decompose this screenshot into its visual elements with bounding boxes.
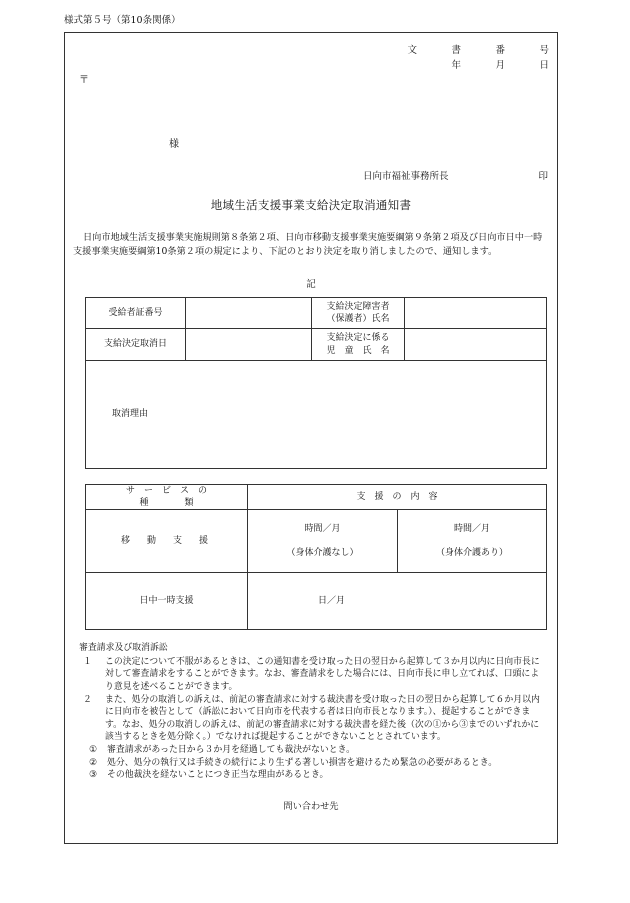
recipient-number-field[interactable]: [186, 298, 312, 329]
date-year: 年: [451, 60, 461, 71]
date-label: [417, 60, 549, 71]
form-label: 様式第５号（第10条関係）: [64, 15, 181, 26]
appeal-note-number: ２: [83, 694, 92, 705]
appeal-sub-number: ③: [89, 770, 97, 781]
appeal-sub-item: [79, 769, 547, 782]
applicant-name-line2: （保護者）氏名: [326, 314, 390, 324]
seal-mark: 印: [538, 171, 548, 182]
service-table: [85, 484, 547, 630]
appeal-sub-number: ①: [89, 745, 97, 756]
support-content-header: 支 援 の 内 容: [248, 485, 547, 510]
service-type-line2: 種 類: [139, 498, 194, 509]
mobility-support-label: 移 動 支 援: [86, 510, 248, 573]
date-month: 月: [495, 60, 505, 71]
appeal-note-number: １: [83, 656, 92, 667]
appeal-sub-number: ②: [89, 757, 97, 768]
appeal-sub-item: [79, 757, 547, 770]
child-name-label: [312, 329, 405, 361]
cancel-date-label: 支給決定取消日: [86, 329, 186, 361]
mobility-no-care-unit: 時間／月: [304, 524, 341, 535]
daytime-support-unit: 日／月: [318, 595, 346, 606]
doc-number-char: 書: [451, 45, 461, 56]
child-name-line1: 支給決定に係る: [326, 333, 390, 344]
applicant-name-line1: 支給決定障害者: [326, 301, 390, 312]
appeal-note-item: [79, 694, 547, 745]
appeal-sub-text: 処分、処分の執行又は手続きの続行により生ずる著しい損害を避けるため緊急の必要があるとき。: [107, 757, 498, 768]
appeal-note-text: この決定について不服があるときは、この通知書を受け取った日の翌日から起算して３か月以内に日向市長に対して審査請求をすることができます。なお、審査請求をした場合には、日向市長に申し立てれば、口頭により意見を述べることができます。: [105, 656, 540, 692]
service-type-line1: サ ー ビ ス の: [125, 486, 207, 496]
appeal-notes-heading: 審査請求及び取消訴訟: [79, 643, 168, 653]
appeal-note-text: また、処分の取消しの訴えは、前記の審査請求に対する裁決書を受け取った日の翌日から起算して６か月以内に日向市を被告として（訴訟において日向市を代表する者は日向市長となります。）、提起することができます。なお、処分の取消しの訴えは、前記の審査請求に対する裁決書を経た後（次の①から③までのいずれかに該当するときを処分除く。）でなければ提起することができないこととされています。: [105, 694, 540, 743]
daytime-support-cell[interactable]: [248, 573, 547, 630]
doc-number-char: 文: [407, 45, 417, 56]
document-title: 地域生活支援事業支給決定取消通知書: [210, 198, 412, 212]
mobility-with-care-note: （身体介護あり）: [435, 548, 508, 559]
ki-mark: 記: [306, 279, 316, 290]
doc-number-char: 号: [539, 45, 549, 56]
contact-heading: 問い合わせ先: [283, 801, 339, 812]
recipient-number-label: 受給者証番号: [86, 298, 186, 329]
issuer-name: 日向市福祉事務所長: [363, 171, 449, 182]
mobility-no-care-note: （身体介護なし）: [286, 548, 359, 559]
cancel-reason-cell[interactable]: [86, 361, 547, 469]
appeal-notes: [79, 642, 547, 782]
postal-mark: 〒: [79, 75, 89, 86]
mobility-with-care-unit: 時間／月: [453, 524, 490, 535]
mobility-no-care-cell[interactable]: [248, 510, 398, 573]
document-frame: [64, 32, 558, 844]
body-paragraph: 日向市地域生活支援事業実施規則第８条第２項、日向市移動支援事業実施要綱第９条第２項及び日向市日中一時支援事業実施要綱第10条第２項の規定により、下記のとおり決定を取り消しましたので、通知します。: [73, 232, 543, 258]
doc-number-char: 番: [495, 45, 505, 56]
applicant-name-field[interactable]: [405, 298, 547, 329]
appeal-sub-text: その他裁決を経ないことにつき正当な理由があるとき。: [107, 770, 329, 781]
cancel-reason-label: 取消理由: [112, 409, 149, 420]
date-day: 日: [539, 60, 549, 71]
child-name-field[interactable]: [405, 329, 547, 361]
child-name-line2: 児 童 氏 名: [326, 345, 390, 356]
doc-number-label: [373, 45, 549, 56]
daytime-support-label: 日中一時支援: [86, 573, 248, 630]
appeal-sub-text: 審査請求があった日から３か月を経過しても裁決がないとき。: [107, 745, 356, 756]
mobility-with-care-cell[interactable]: [398, 510, 547, 573]
service-type-header: [86, 485, 248, 510]
appeal-note-item: [79, 656, 547, 694]
recipient-suffix: 様: [169, 139, 179, 150]
applicant-name-label: [312, 298, 405, 329]
recipient-table: [85, 297, 547, 469]
cancel-date-field[interactable]: [186, 329, 312, 361]
appeal-sub-item: [79, 744, 547, 757]
